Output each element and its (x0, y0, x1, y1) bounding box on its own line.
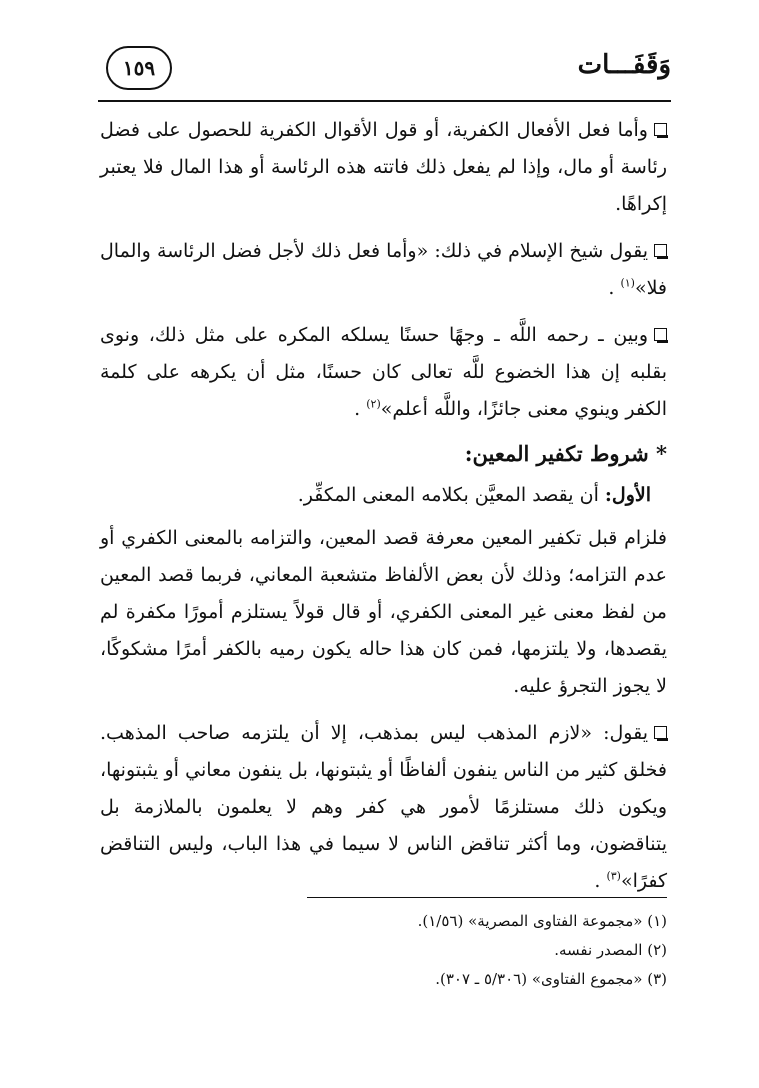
paragraph: يقول شيخ الإسلام في ذلك: «وأما فعل ذلك لأجل فضل الرئاسة والمال فلا»$^{(١)}$ . (100, 240, 667, 299)
paragraph: وأما فعل الأفعال الكفرية، أو قول الأقوال الكفرية للحصول على فضل رئاسة أو مال، وإذا لم يفعل ذلك فاتته هذه الرئاسة أو هذا المال فلا يعتبر إكراهًا. (100, 119, 667, 215)
footnote: (٣) «مجموع الفتاوى» (٥/٣٠٦ ـ ٣٠٧). (435, 970, 667, 988)
paragraph: وبين ـ رحمه اللَّه ـ وجهًا حسنًا يسلكه المكره على مثل ذلك، ونوى بقلبه إن هذا الخضوع للَّه تعالى كان حسنًا، مثل أن يكرهه على كلمة الكفر وينوي معنى جائزًا، واللَّه أعلم»$^{(٢)}$ . (100, 324, 667, 420)
page-header (98, 40, 671, 102)
footnote-ref: (١) (620, 276, 635, 290)
square-bullet-icon (654, 244, 667, 257)
footnote-ref: (٢) (366, 397, 381, 411)
main-text (100, 112, 667, 900)
condition-first: الأول: أن يقصد المعيَّن بكلامه المعنى المكفِّر. (297, 484, 651, 506)
footnote-ref: (٣) (606, 869, 621, 883)
square-bullet-icon (654, 726, 667, 739)
page-number: ١٥٩ (106, 46, 172, 90)
footnote: (١) «مجموعة الفتاوى المصرية» (١/٥٦). (417, 912, 667, 930)
square-bullet-icon (654, 123, 667, 136)
footnotes (100, 907, 667, 994)
running-title: وَقَفَـــات (577, 50, 671, 80)
paragraph: فلزام قبل تكفير المعين معرفة قصد المعين، والتزامه بالمعنى الكفري أو عدم التزامه؛ وذلك لأن بعض الألفاظ متشعبة المعاني، فربما قصد المعين من لفظ معنى غير المعنى الكفري، أو قال قولاً يستلزم أمورًا مكفرة لم يقصدها، ولا يلتزمها، فمن كان هذا حاله يكون رميه بالكفر أمرًا مشكوكًا، لا يجوز التجرؤ عليه. (100, 527, 667, 697)
condition-label: الأول: (604, 484, 651, 506)
section-heading: * شروط تكفير المعين: (464, 441, 667, 466)
header-divider (98, 100, 671, 102)
paragraph: يقول: «لازم المذهب ليس بمذهب، إلا أن يلتزمه صاحب المذهب. فخلق كثير من الناس ينفون ألفاظًا أو يثبتونها، بل ينفون معاني أو يثبتونها، ويكون ذلك مستلزمًا لأمور هي كفر وهم لا يعلمون بالملازمة بل يتناقضون، وما أكثر تناقض الناس لا سيما في هذا الباب، وليس التناقض كفرًا»$^{(٣)}$ . (100, 722, 667, 892)
footnote-divider (307, 897, 667, 898)
footnote: (٢) المصدر نفسه. (554, 941, 667, 959)
square-bullet-icon (654, 328, 667, 341)
